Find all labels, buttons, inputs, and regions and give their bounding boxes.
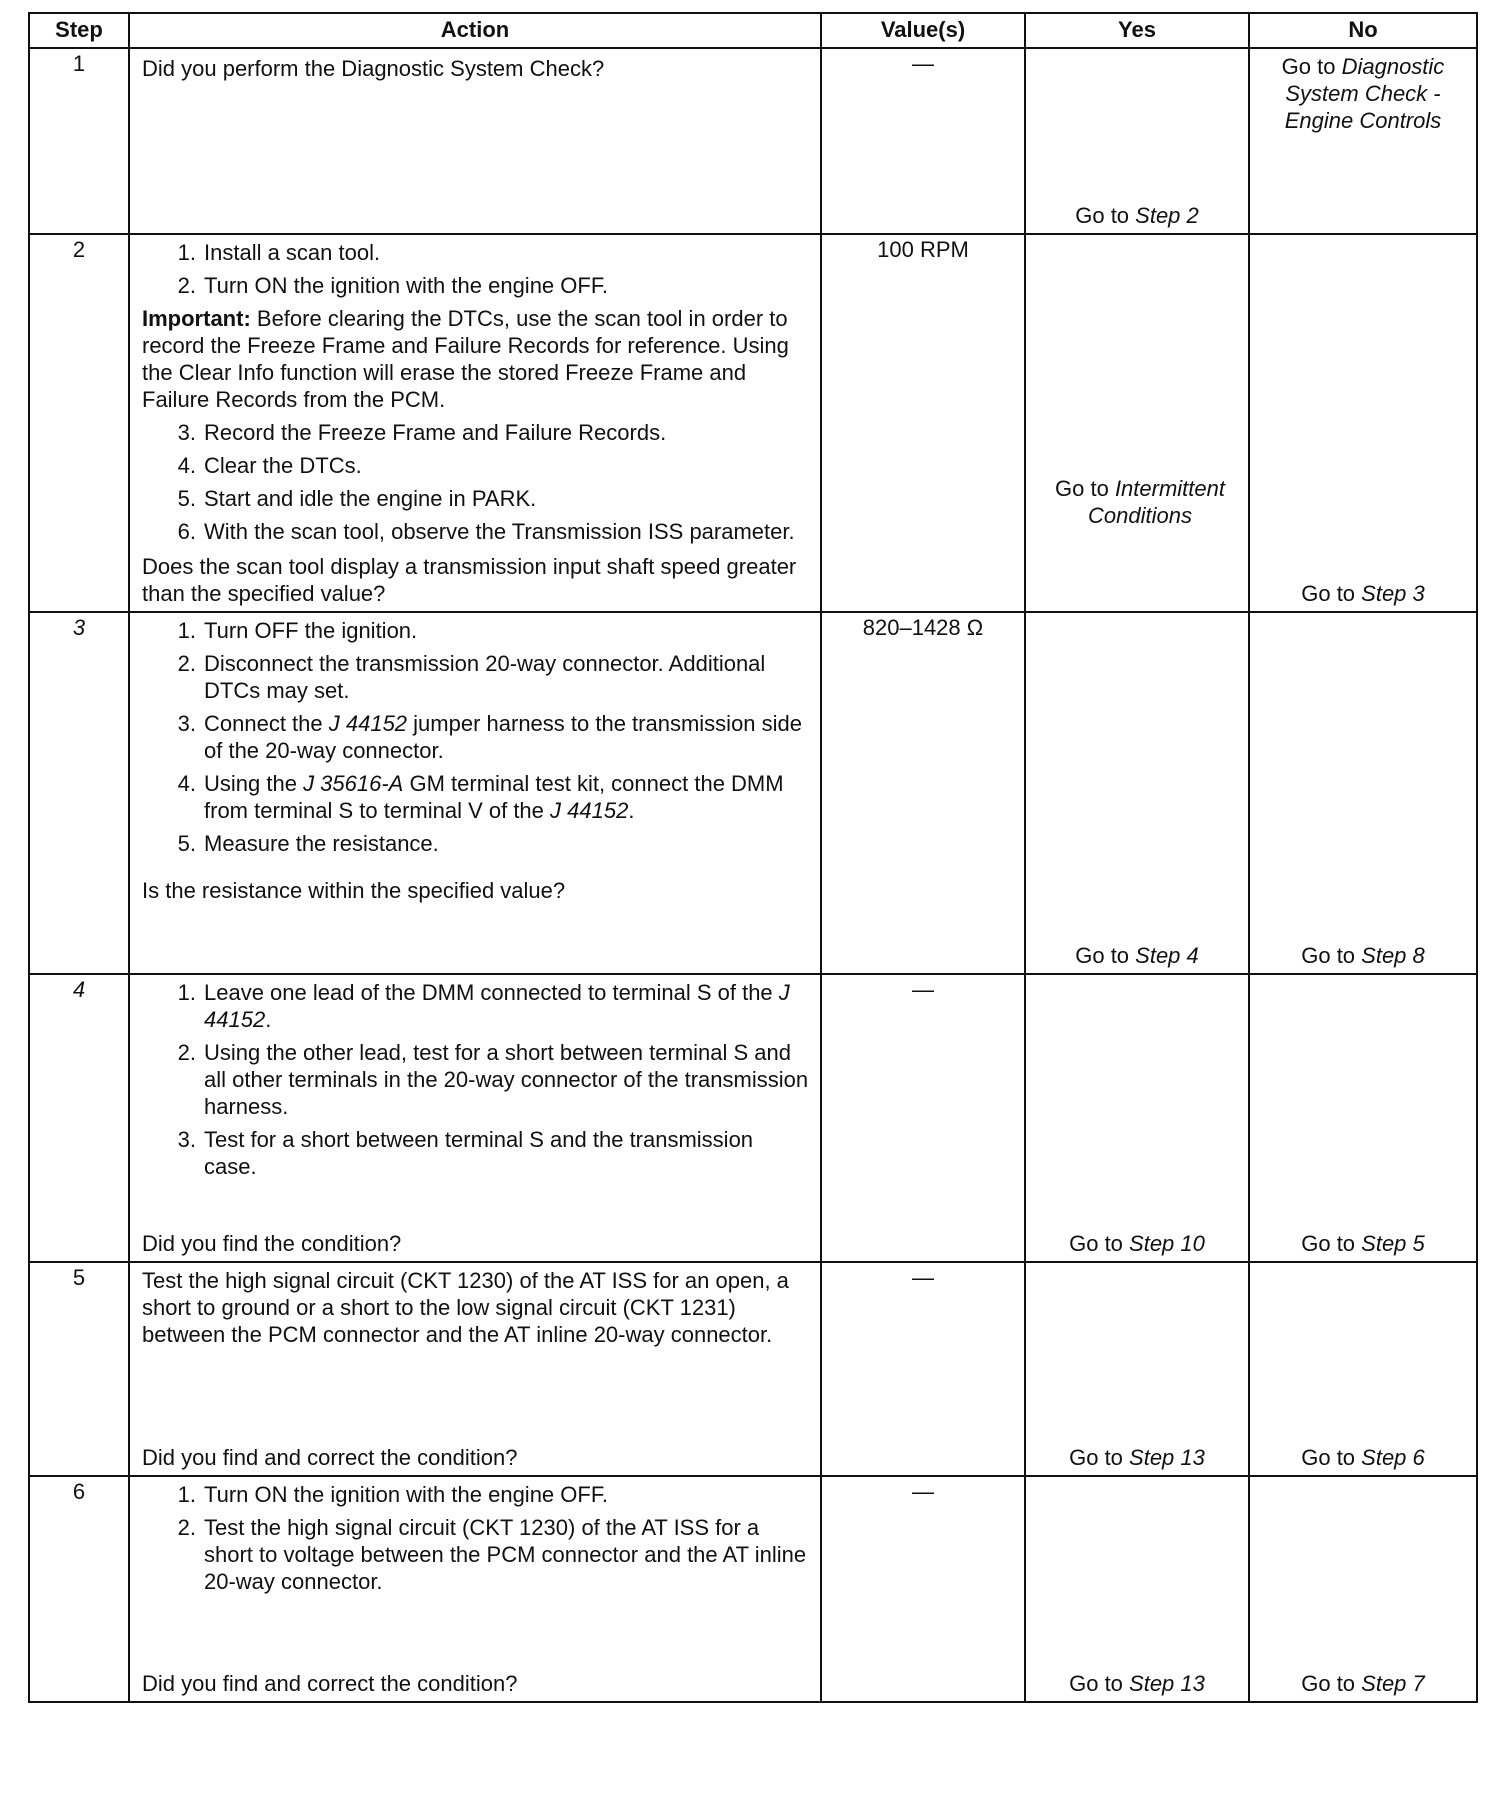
action-cell [129,974,821,1262]
action-question: Did you perform the Diagnostic System Check? [142,56,605,81]
yes-link[interactable]: Go to Step 4 [1075,943,1199,968]
yes-cell [1025,234,1249,612]
action-list [142,1481,810,1595]
list-item: 3. Test for a short between terminal S and the transmission case. [177,1127,754,1179]
yes-link[interactable]: Go to Step 13 [1069,1445,1205,1470]
list-item: 1. Turn ON the ignition with the engine OFF. [177,1482,608,1507]
action-list [142,419,810,545]
list-item: 3. Record the Freeze Frame and Failure Records. [177,420,667,445]
table-row [29,974,1477,1262]
yes-link[interactable]: Go to Intermittent Conditions [1055,476,1225,528]
no-cell [1249,1476,1477,1702]
step-number: 4 [29,974,129,1262]
action-cell [129,48,821,234]
value-cell: 820–1428 Ω [821,612,1025,974]
list-item: 5. Measure the resistance. [177,831,439,856]
action-cell [129,1476,821,1702]
header-yes: Yes [1025,13,1249,48]
action-cell [129,234,821,612]
list-item: 4. Using the J 35616-A GM terminal test kit, connect the DMM from terminal S to terminal V of the J 44152. [177,771,784,823]
yes-cell [1025,974,1249,1262]
yes-link[interactable]: Go to Step 13 [1069,1671,1205,1696]
no-link[interactable]: Go to Step 7 [1301,1671,1425,1696]
action-cell [129,1262,821,1476]
value-cell: — [821,48,1025,234]
table-row [29,1476,1477,1702]
value-cell: — [821,974,1025,1262]
no-cell [1249,612,1477,974]
no-cell [1249,974,1477,1262]
list-item: 1. Install a scan tool. [177,240,381,265]
no-cell [1249,234,1477,612]
list-item: 2. Disconnect the transmission 20-way connector. Additional DTCs may set. [177,651,766,703]
no-link[interactable]: Go to Step 5 [1301,1231,1425,1256]
yes-cell [1025,1262,1249,1476]
no-cell [1249,1262,1477,1476]
list-item: 2. Turn ON the ignition with the engine OFF. [177,273,608,298]
table-row [29,1262,1477,1476]
list-item: 1. Leave one lead of the DMM connected to terminal S of the J 44152. [177,980,790,1032]
step-number: 2 [29,234,129,612]
list-item: 2. Test the high signal circuit (CKT 1230) of the AT ISS for a short to voltage between the PCM connector and the AT inline 20-way connector. [177,1515,807,1594]
table-row [29,612,1477,974]
table-row [29,234,1477,612]
header-no: No [1249,13,1477,48]
header-step: Step [29,13,129,48]
yes-cell [1025,612,1249,974]
action-question: Is the resistance within the specified value? [142,878,566,903]
diagnostic-table [28,12,1478,1703]
action-question: Did you find and correct the condition? [142,1445,518,1470]
no-cell [1249,48,1477,234]
action-list [142,979,810,1180]
value-cell: — [821,1476,1025,1702]
yes-cell [1025,48,1249,234]
table-row [29,48,1477,234]
no-link[interactable]: Go to Step 3 [1301,581,1425,606]
yes-link[interactable]: Go to Step 2 [1075,203,1199,228]
no-link[interactable]: Go to Step 8 [1301,943,1425,968]
list-item: 6. With the scan tool, observe the Transmission ISS parameter. [177,519,795,544]
important-note: Important: Before clearing the DTCs, use the scan tool in order to record the Freeze Frame and Failure Records for reference. Using the Clear Info function will erase the stored Freeze Frame and Failure Records from the PCM. [142,306,789,412]
header-action: Action [129,13,821,48]
header-values: Value(s) [821,13,1025,48]
list-item: 1. Turn OFF the ignition. [177,618,418,643]
action-cell [129,612,821,974]
header-row [29,13,1477,48]
action-question: Did you find and correct the condition? [142,1671,518,1696]
yes-link[interactable]: Go to Step 10 [1069,1231,1205,1256]
step-number: 6 [29,1476,129,1702]
step-number: 3 [29,612,129,974]
list-item: 5. Start and idle the engine in PARK. [177,486,537,511]
step-number: 5 [29,1262,129,1476]
no-link[interactable]: Go to Step 6 [1301,1445,1425,1470]
value-cell: — [821,1262,1025,1476]
action-list [142,617,810,857]
list-item: 4. Clear the DTCs. [177,453,362,478]
action-question: Does the scan tool display a transmission input shaft speed greater than the specified value? [142,554,797,606]
step-number: 1 [29,48,129,234]
yes-cell [1025,1476,1249,1702]
action-question: Did you find the condition? [142,1231,402,1256]
value-cell: 100 RPM [821,234,1025,612]
no-link[interactable]: Go to Diagnostic System Check - Engine Controls [1281,54,1445,133]
action-list [142,239,810,299]
action-text: Test the high signal circuit (CKT 1230) of the AT ISS for an open, a short to ground or a short to the low signal circuit (CKT 1231) between the PCM connector and the AT inline 20-way connector. [142,1268,789,1347]
list-item: 2. Using the other lead, test for a short between terminal S and all other terminals in the 20-way connector of the transmission harness. [177,1040,809,1119]
list-item: 3. Connect the J 44152 jumper harness to the transmission side of the 20-way connector. [177,711,803,763]
